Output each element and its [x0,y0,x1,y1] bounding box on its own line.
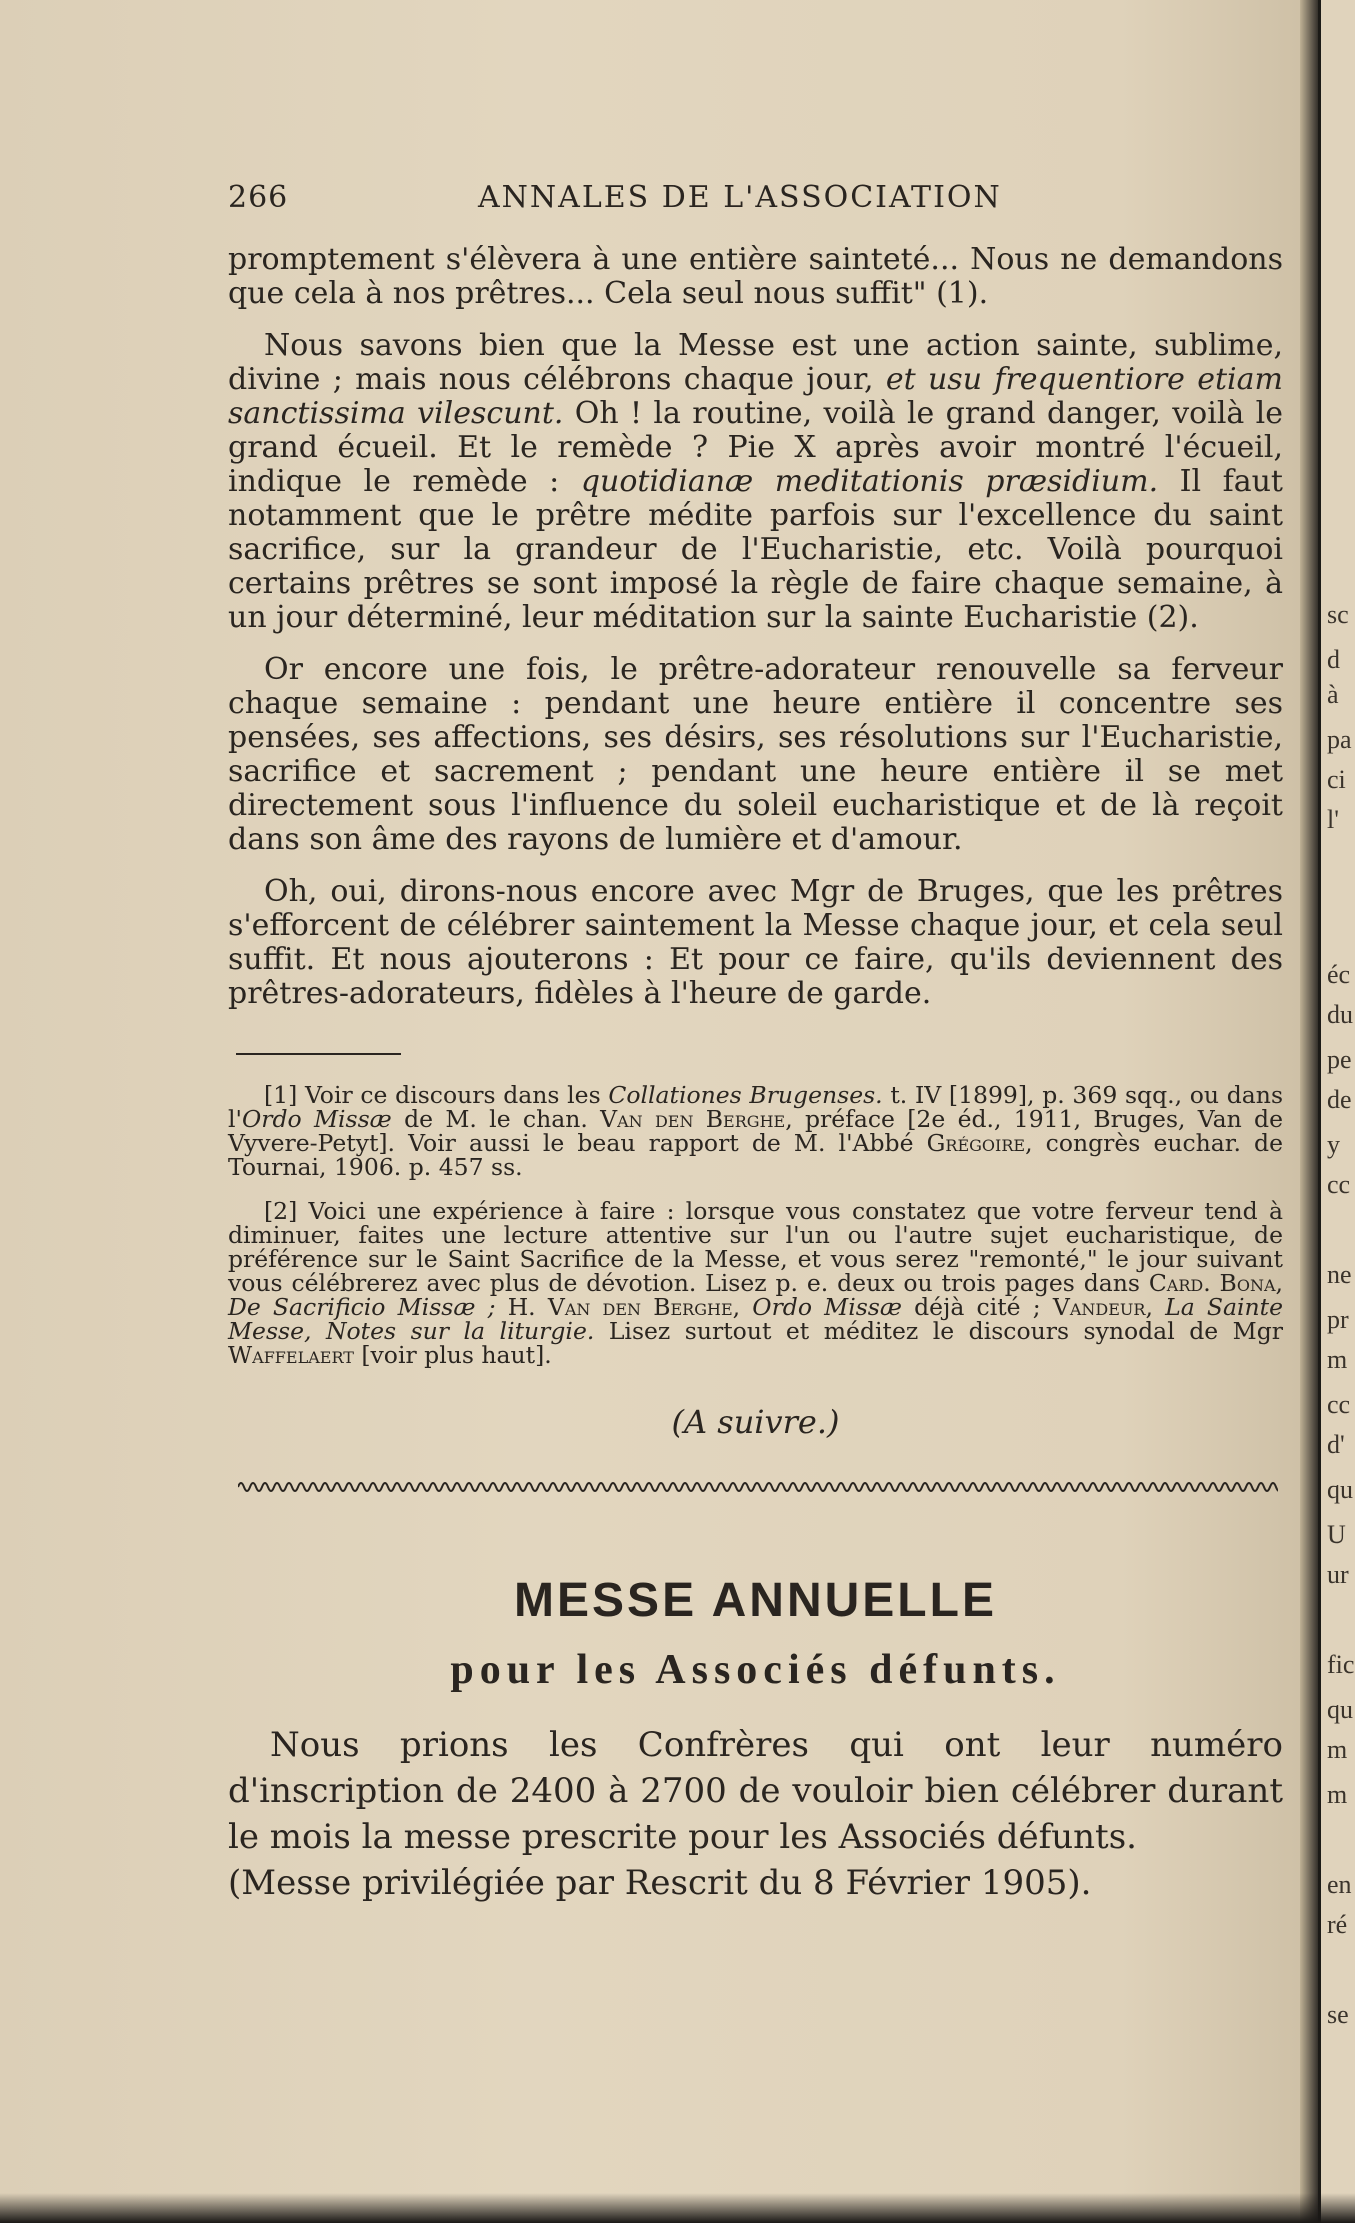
bottom-shadow [0,2193,1355,2223]
next-page-fragment: m [1327,1735,1348,1764]
notice-title: MESSE ANNUELLE [514,1574,997,1627]
next-page-fragment: fic [1327,1650,1355,1679]
next-page-fragment: éc [1327,960,1351,989]
next-page-fragment: l' [1327,805,1339,834]
footnote-2-text-a: [2] Voici une expérience à faire : lorsque vous constatez que votre ferveur tend à diminuer, faites une lecture attentive sur l'un ou l'autre sujet eucharistique, de préférence sur le Saint Sacrifice de la Messe, et vous serez "remonté," le jour suivant vous célébrerez avec plus de dévotion. Lisez p. e. deux ou trois pages dans [228,1197,1283,1297]
next-page-fragment: de [1327,1085,1352,1114]
running-head: ANNALES DE L'ASSOCIATION [478,180,1002,215]
wavy-divider [238,1475,1283,1503]
paragraph-2-text-a: Nous savons bien que la Messe est une action sainte, sublime, divine ; mais nous célébrons chaque jour, [228,328,1283,397]
next-page-fragment: ur [1327,1560,1349,1589]
footnote-1-italic-1: Collationes Brugenses. [608,1081,883,1109]
footnote-2-italic-2: Ordo Missæ [752,1293,902,1321]
footnote-2-text-g: Lisez surtout et méditez le discours synodal de Mgr [594,1317,1283,1345]
paragraph-1 [228,243,1283,311]
footnote-2-italic-3: La Sainte Messe, Notes sur la liturgie. [228,1293,1283,1345]
footnote-2-text-c: H. [495,1293,548,1321]
footnote-2-text-b: , [1275,1269,1283,1297]
next-page-fragment: pe [1327,1045,1352,1074]
footnote-1 [228,1083,1283,1179]
page-header [228,180,1283,215]
next-page-fragment: cc [1327,1390,1351,1419]
footnote-1-author-1: Van den Berghe [600,1105,786,1133]
footnote-2-text-h: [voir plus haut]. [353,1341,552,1369]
notice-body: Nous prions les Confrères qui ont leur numéro d'inscription de 2400 à 2700 de vouloir bien célébrer durant le mois la messe prescrite pour les Associés défunts. [228,1725,1283,1857]
next-page-fragment: ré [1327,1910,1348,1939]
footnote-2-text-d: , [732,1293,753,1321]
next-page-fragment: pr [1327,1305,1349,1334]
latin-quote-2: quotidianæ meditationis præsidium. [580,464,1159,499]
next-page-fragment: sc [1327,600,1349,629]
next-page-fragment: d' [1327,1430,1345,1459]
next-page-fragment: cc [1327,1170,1351,1199]
paragraph-2-text-b: Oh ! la routine, voilà le grand danger, voilà le grand écueil. Et le remède ? Pie X après avoir montré l'écueil, indique le remède : [228,396,1283,499]
next-page-fragment: qu [1327,1475,1353,1504]
next-page-fragment: qu [1327,1695,1353,1724]
paragraph-4 [228,875,1283,1011]
page-number: 266 [228,180,289,215]
footnote-1-italic-2: Ordo Missæ [241,1105,392,1133]
paragraph-3 [228,653,1283,857]
footnote-2-author-3: Vandeur [1052,1293,1146,1321]
notice-text [228,1722,1283,1906]
footnote-2-italic-1: De Sacrificio Missæ ; [228,1293,496,1321]
notice-subtitle: pour les Associés défunts. [450,1647,1061,1693]
next-page-fragment: y [1327,1130,1340,1159]
footnote-2-author-1: Card. Bona [1148,1269,1276,1297]
footnote-1-text-e: , congrès euchar. de Tournai, 1906. p. 457 ss. [228,1129,1283,1181]
notice-rescript: (Messe privilégiée par Rescrit du 8 Février 1905). [228,1863,1092,1903]
footnote-2-text-f: , [1145,1293,1166,1321]
wavy-line-icon [238,1475,1278,1499]
next-page-edge [1318,0,1355,2223]
footnote-2-text-e: déjà cité ; [901,1293,1053,1321]
paragraph-4-text: Oh, oui, dirons-nous encore avec Mgr de Bruges, que les prêtres s'efforcent de célébrer saintement la Messe chaque jour, et cela seul suffit. Et nous ajouterons : Et pour ce faire, qu'ils deviennent des prêtres-adorateurs, fidèles à l'heure de garde. [228,874,1283,1011]
next-page-fragment: m [1327,1345,1348,1374]
latin-quote-1: et usu frequentiore etiam sanctissima vilescunt. [228,362,1283,431]
next-page-fragment: en [1327,1870,1352,1899]
footnote-1-author-2: Grégoire [926,1129,1026,1157]
page-content [228,180,1283,1906]
next-page-fragment: U [1327,1520,1346,1549]
next-page-fragment: ci [1327,765,1346,794]
footnote-1-text-d: , préface [2e éd., 1911, Bruges, Van de Vyvere-Petyt]. Voir aussi le beau rapport de M. l'Abbé [228,1105,1283,1157]
next-page-fragment: à [1327,680,1339,709]
footnote-1-text-b: t. IV [1899], p. 369 sqq., ou dans l' [228,1081,1283,1133]
footnote-2-author-4: Waffelaert [228,1341,354,1369]
next-page-fragment: ne [1327,1260,1352,1289]
paragraph-3-text: Or encore une fois, le prêtre-adorateur renouvelle sa ferveur chaque semaine : pendant une heure entière il concentre ses pensées, ses affections, ses désirs, ses résolutions sur l'Eucharistie, sacrifice et sacrement ; pendant une heure entière il se met directement sous l'influence du soleil eucharistique et de là reçoit dans son âme des rayons de lumière et d'amour. [228,652,1283,857]
next-page-fragment: du [1327,1000,1353,1029]
next-page-fragment: m [1327,1780,1348,1809]
paragraph-2-text-c: Il faut notamment que le prêtre médite parfois sur l'excellence du saint sacrifice, sur la grandeur de l'Eucharistie, etc. Voilà pourquoi certains prêtres se sont imposé la règle de faire chaque semaine, à un jour déterminé, leur méditation sur la sainte Eucharistie (2). [228,464,1283,635]
footnote-1-text-a: [1] Voir ce discours dans les [264,1081,609,1109]
paragraph-1-text: promptement s'élèvera à une entière sainteté... Nous ne demandons que cela à nos prêtres... Cela seul nous suffit" (1). [228,242,1283,311]
next-page-fragment: d [1327,645,1340,674]
next-page-fragment: pa [1327,725,1352,754]
paragraph-2 [228,329,1283,635]
footnote-1-text-c: de M. le chan. [391,1105,601,1133]
to-be-continued: (A suivre.) [671,1403,840,1441]
footnote-2-author-2: Van den Berghe [547,1293,733,1321]
footnote-2 [228,1199,1283,1367]
footnote-rule [236,1053,401,1055]
next-page-fragment: se [1327,2000,1349,2029]
